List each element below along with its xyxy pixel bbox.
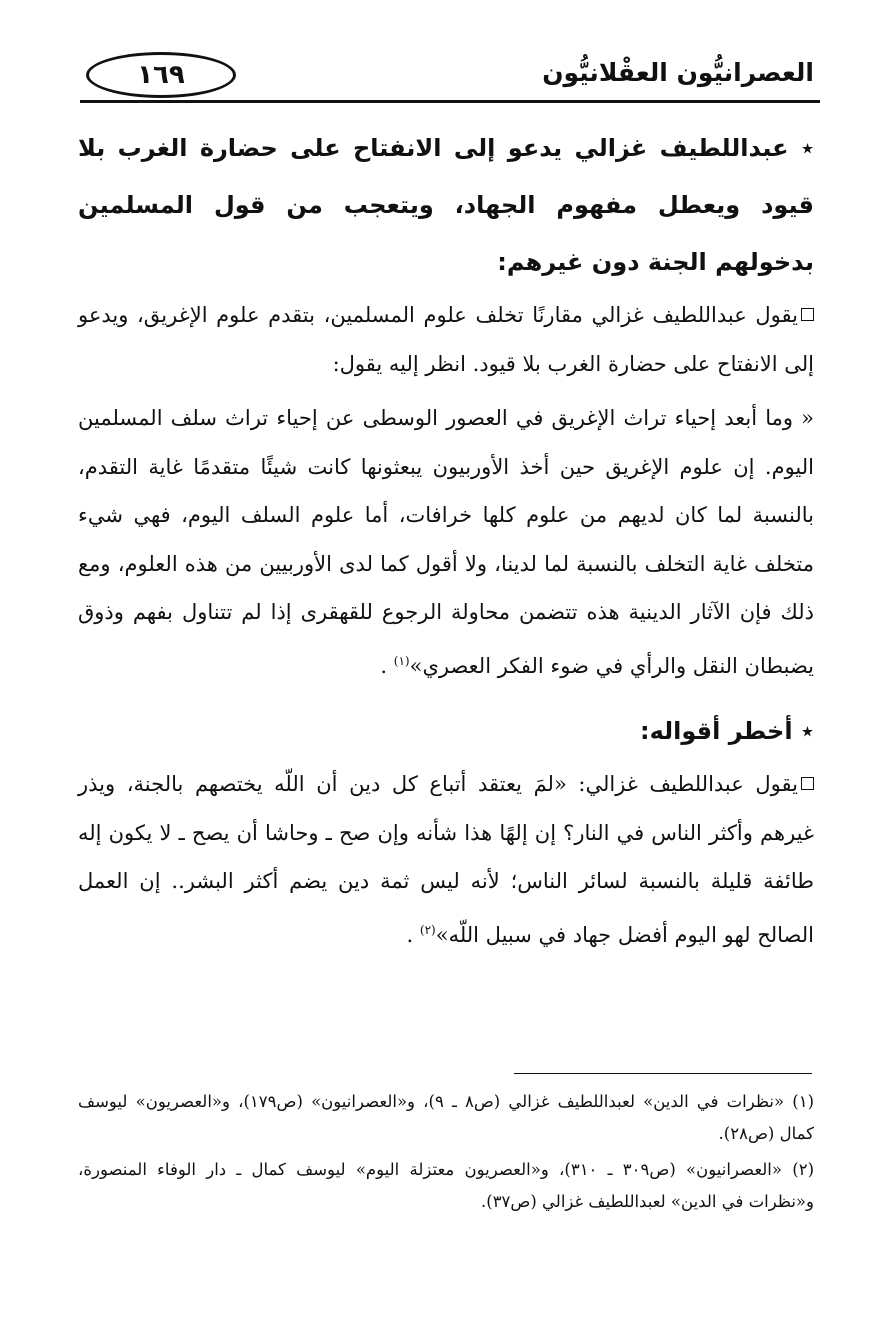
quotation-1-end: . (380, 653, 388, 678)
square-bullet-icon (801, 777, 814, 790)
footnote-2-number: (٢) (792, 1160, 815, 1179)
footnote-2 (78, 1154, 814, 1218)
quotation-2-end: . (406, 922, 414, 947)
paragraph-1-text: يقول عبداللطيف غزالي مقارنًا تخلف علوم المسلمين، بتقدم علوم الإغريق، ويدعو إلى الانفتاح على حضارة الغرب بلا قيود. انظر إليه يقول: (78, 303, 814, 376)
running-title: العصرانيُّون العقْلانيُّون (542, 58, 814, 87)
section-heading-1-text: عبداللطيف غزالي يدعو إلى الانفتاح على حضارة الغرب بلا قيود ويعطل مفهوم الجهاد، ويتعجب من قول المسلمين بدخولهم الجنة دون غيرهم: (78, 134, 814, 276)
section-heading-2 (78, 704, 814, 758)
footnote-2-text: «العصرانيون» (ص٣٠٩ ـ ٣١٠)، و«العصريون معتزلة اليوم» ليوسف كمال ـ دار الوفاء المنصورة، و«نظرات في الدين» لعبداللطيف غزالي (ص٣٧). (78, 1160, 814, 1211)
header-rule (80, 100, 820, 103)
square-bullet-icon (801, 308, 814, 321)
quotation-1-text: « وما أبعد إحياء تراث الإغريق في العصور الوسطى عن إحياء تراث سلف المسلمين اليوم. إن علوم الإغريق حين أخذ الأوربيون يبعثونها كانت شيئًا متقدمًا غاية التقدم، بالنسبة لما كان لديهم من علوم كلها خرافات، أما علوم السلف اليوم، فهي شيء متخلف غاية التخلف بالنسبة لما لدينا، ولا أقول كما لدى الأوربيين من هذه العلوم، ومع ذلك فإن الآثار الدينية هذه تتضمن محاولة الرجوع للقهقرى إذا لم تتناول بفهم وذوق يضبطان النقل والرأي في ضوء الفكر العصري» (78, 406, 814, 678)
page-content (78, 120, 814, 959)
section-heading-1 (78, 120, 814, 291)
paragraph-2-lead: يقول عبداللطيف غزالي: (578, 772, 798, 796)
footnotes (78, 1086, 814, 1222)
footnote-1-number: (١) (792, 1092, 814, 1111)
page-number-frame (86, 52, 236, 98)
quotation-1 (78, 394, 814, 690)
footnote-ref-1: (١) (393, 653, 410, 668)
footnote-separator (514, 1073, 812, 1074)
section-heading-2-text: أخطر أقواله: (639, 717, 793, 745)
asterisk-bullet-icon: ٭ (800, 717, 814, 745)
asterisk-bullet-icon: ٭ (800, 134, 815, 162)
footnote-1-text: «نظرات في الدين» لعبداللطيف غزالي (ص٨ ـ ٩)، و«العصرانيون» (ص١٧٩)، و«العصريون» ليوسف كمال (ص٢٨). (78, 1092, 814, 1143)
paragraph-2 (78, 760, 814, 959)
page-number: ١٦٩ (137, 60, 185, 90)
paragraph-1 (78, 291, 814, 388)
quotation-2-text: «لمَ يعتقد أتباع كل دين أن اللّه يختصهم بالجنة، ويذر غيرهم وأكثر الناس في النار؟ إن إلهًا هذا شأنه وإن صح ـ وحاشا أن يصح ـ لا يكون إله طائفة قليلة بالنسبة لسائر الناس؛ لأنه ليس ثمة دين يضم أكثر البشر.. إن العمل الصالح لهو اليوم أفضل جهاد في سبيل اللّه» (78, 772, 814, 947)
page-header (80, 50, 820, 106)
footnote-ref-2: (٢) (419, 922, 436, 937)
footnote-1 (78, 1086, 814, 1150)
